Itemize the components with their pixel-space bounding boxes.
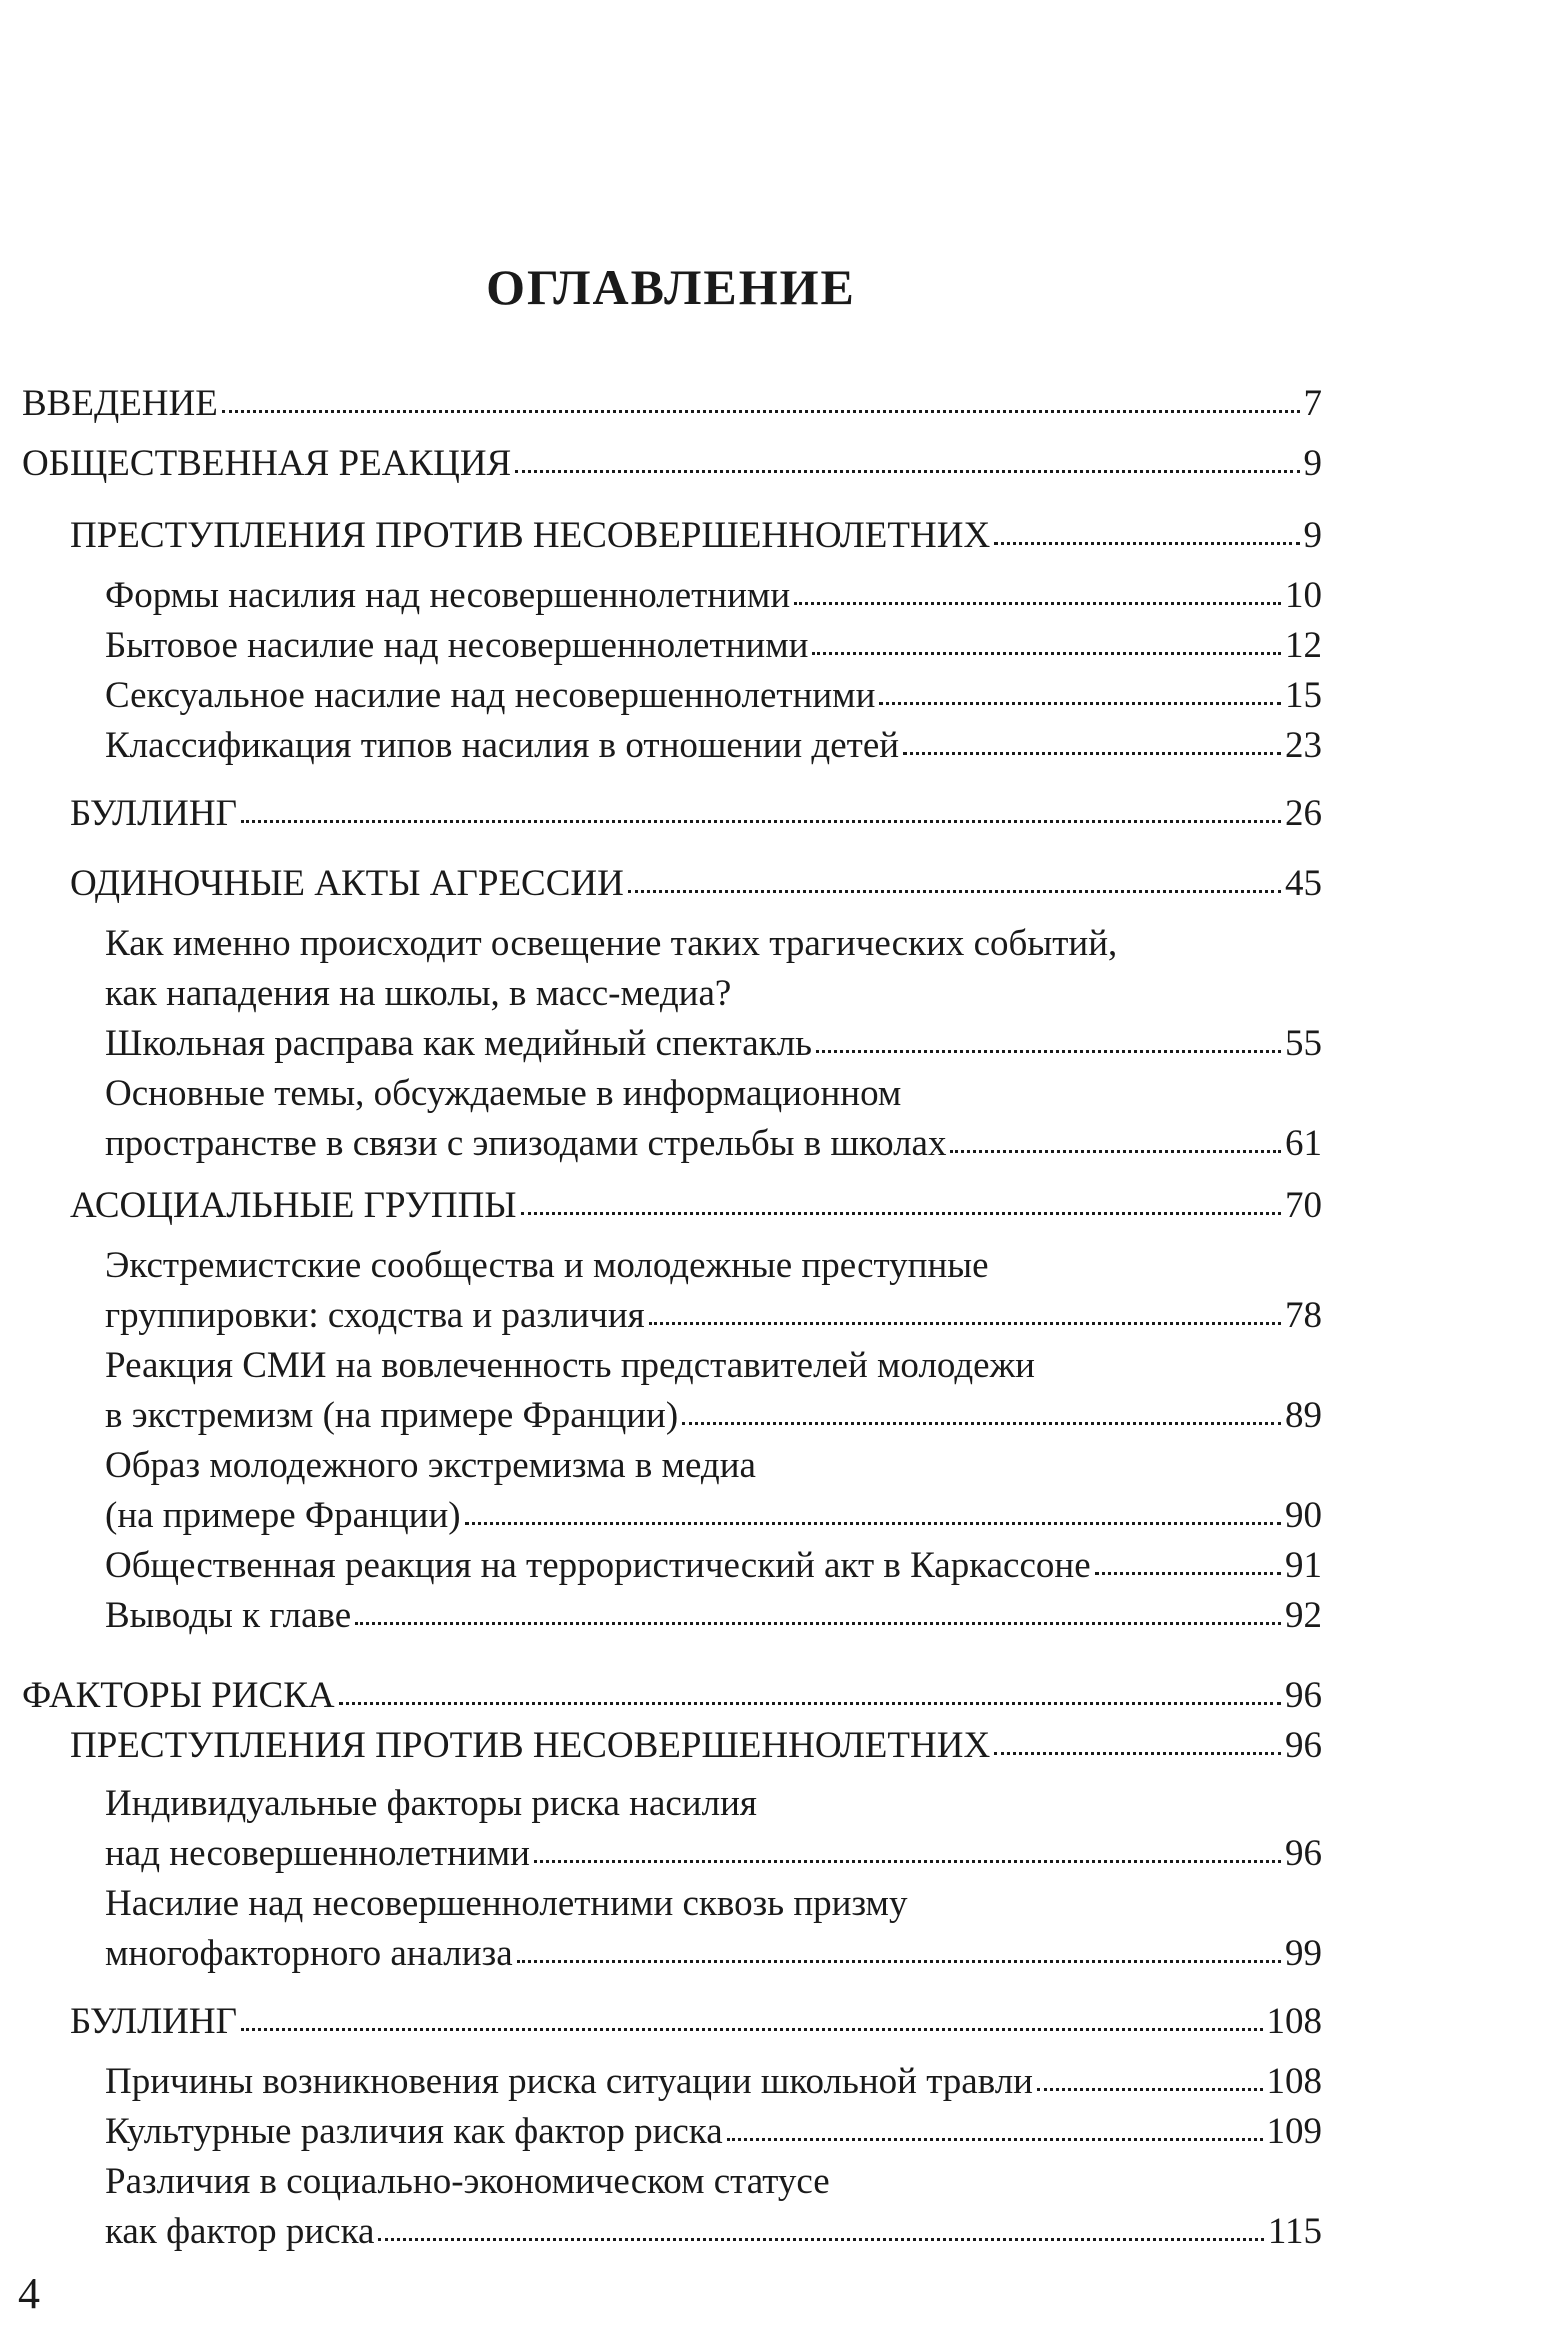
toc-entry-page: 9 <box>1303 515 1322 556</box>
toc-entry-label: Классификация типов насилия в отношении детей <box>105 725 900 766</box>
leader-dots <box>994 541 1299 545</box>
toc-entry[interactable] <box>70 1182 1322 1230</box>
toc-entry[interactable] <box>22 440 1322 488</box>
toc-entry-label: БУЛЛИНГ <box>70 793 237 834</box>
toc-entry-label: Школьная расправа как медийный спектакль <box>105 1023 813 1064</box>
toc-entry-label-line[interactable]: Образ молодежного экстремизма в медиа <box>105 1445 756 1486</box>
toc-entry[interactable] <box>105 1292 1322 1340</box>
toc-entry-page: 26 <box>1285 793 1322 834</box>
leader-dots <box>534 1859 1281 1863</box>
toc-entry[interactable] <box>105 2108 1322 2156</box>
toc-entry-label: АСОЦИАЛЬНЫЕ ГРУППЫ <box>70 1185 517 1226</box>
toc-entry-label: Причины возникновения риска ситуации школьной травли <box>105 2061 1033 2102</box>
page-number: 4 <box>18 2269 40 2318</box>
toc-entry-page: 108 <box>1266 2061 1322 2102</box>
toc-entry-label-line[interactable]: Основные темы, обсуждаемые в информационном <box>105 1073 902 1114</box>
toc-entry-label-line[interactable]: Как именно происходит освещение таких трагических событий, <box>105 923 1118 964</box>
leader-dots <box>682 1421 1281 1425</box>
toc-entry-page: 10 <box>1285 575 1322 616</box>
toc-entry-label-line[interactable]: Различия в социально-экономическом статусе <box>105 2161 830 2202</box>
leader-dots <box>355 1621 1281 1625</box>
leader-dots <box>794 601 1281 605</box>
toc-entry[interactable] <box>70 860 1322 908</box>
toc-entry-label: над несовершеннолетними <box>105 1833 530 1874</box>
leader-dots <box>241 819 1281 823</box>
toc-entry-label: как фактор риска <box>105 2211 375 2252</box>
leader-dots <box>903 751 1281 755</box>
leader-dots <box>879 701 1281 705</box>
toc-entry-label: Формы насилия над несовершеннолетними <box>105 575 791 616</box>
toc-entry[interactable] <box>105 1542 1322 1590</box>
toc-entry[interactable] <box>105 622 1322 670</box>
toc-entry-page: 92 <box>1285 1595 1322 1636</box>
toc-entry-label: ФАКТОРЫ РИСКА <box>22 1675 335 1716</box>
page-title: ОГЛАВЛЕНИЕ <box>486 259 856 315</box>
leader-dots <box>517 1959 1281 1963</box>
toc-entry-page: 45 <box>1285 863 1322 904</box>
toc-entry-label: ВВЕДЕНИЕ <box>22 383 218 424</box>
toc-entry-page: 9 <box>1303 443 1322 484</box>
toc-entry-label: (на примере Франции) <box>105 1495 461 1536</box>
leader-dots <box>515 469 1299 473</box>
toc-entry-page: 55 <box>1285 1023 1322 1064</box>
toc-entry[interactable] <box>105 1120 1322 1168</box>
leader-dots <box>994 1751 1281 1755</box>
toc-entry-page: 99 <box>1285 1933 1322 1974</box>
leader-dots <box>816 1049 1281 1053</box>
toc-entry[interactable] <box>105 1830 1322 1878</box>
toc-entry-label: группировки: сходства и различия <box>105 1295 645 1336</box>
leader-dots <box>465 1521 1281 1525</box>
toc-entry-label: Общественная реакция на террористический акт в Каркассоне <box>105 1545 1091 1586</box>
toc-entry[interactable] <box>105 2058 1322 2106</box>
toc-entry-page: 96 <box>1285 1675 1322 1716</box>
leader-dots <box>950 1149 1281 1153</box>
leader-dots <box>727 2137 1263 2141</box>
toc-entry-label: ОДИНОЧНЫЕ АКТЫ АГРЕССИИ <box>70 863 624 904</box>
toc-entry[interactable] <box>105 672 1322 720</box>
toc-entry-page: 70 <box>1285 1185 1322 1226</box>
toc-entry-page: 15 <box>1285 675 1322 716</box>
leader-dots <box>812 651 1281 655</box>
toc-entry-page: 61 <box>1285 1123 1322 1164</box>
toc-entry-label-line[interactable]: Насилие над несовершеннолетними сквозь призму <box>105 1883 908 1924</box>
toc-entry-label: ПРЕСТУПЛЕНИЯ ПРОТИВ НЕСОВЕРШЕННОЛЕТНИХ <box>70 1725 991 1766</box>
toc-entry[interactable] <box>22 380 1322 428</box>
toc-entry[interactable] <box>70 790 1322 838</box>
leader-dots <box>521 1211 1281 1215</box>
toc-entry[interactable] <box>105 572 1322 620</box>
toc-entry-label: БУЛЛИНГ <box>70 2001 237 2042</box>
toc-entry[interactable] <box>105 722 1322 770</box>
leader-dots <box>1095 1571 1281 1575</box>
toc-entry-label: Выводы к главе <box>105 1595 352 1636</box>
leader-dots <box>241 2027 1263 2031</box>
toc-entry-page: 96 <box>1285 1833 1322 1874</box>
toc-entry[interactable] <box>105 1930 1322 1978</box>
toc-entry[interactable] <box>105 1392 1322 1440</box>
toc-entry-label: Сексуальное насилие над несовершеннолетними <box>105 675 876 716</box>
toc-entry[interactable] <box>105 2208 1322 2256</box>
toc-entry[interactable] <box>105 1020 1322 1068</box>
toc-entry-page: 109 <box>1266 2111 1322 2152</box>
leader-dots <box>628 889 1281 893</box>
toc-entry-label: Бытовое насилие над несовершеннолетними <box>105 625 809 666</box>
toc-entry-page: 115 <box>1267 2211 1322 2252</box>
leader-dots <box>378 2237 1263 2241</box>
leader-dots <box>1037 2087 1263 2091</box>
toc-entry-page: 89 <box>1285 1395 1322 1436</box>
toc-entry-label-line[interactable]: как нападения на школы, в масс-медиа? <box>105 973 732 1014</box>
toc-entry-label-line[interactable]: Экстремистские сообщества и молодежные преступные <box>105 1245 989 1286</box>
toc-entry-label: многофакторного анализа <box>105 1933 513 1974</box>
toc-entry-label: Культурные различия как фактор риска <box>105 2111 723 2152</box>
toc-entry-page: 90 <box>1285 1495 1322 1536</box>
toc-entry-page: 7 <box>1303 383 1322 424</box>
toc-entry-page: 108 <box>1266 2001 1322 2042</box>
toc-entry[interactable] <box>70 512 1322 560</box>
toc-entry-label-line[interactable]: Индивидуальные факторы риска насилия <box>105 1783 757 1824</box>
toc-entry-label: ПРЕСТУПЛЕНИЯ ПРОТИВ НЕСОВЕРШЕННОЛЕТНИХ <box>70 515 991 556</box>
leader-dots <box>649 1321 1281 1325</box>
leader-dots <box>339 1701 1281 1705</box>
toc-entry[interactable] <box>70 1722 1322 1770</box>
toc-entry-label-line[interactable]: Реакция СМИ на вовлеченность представителей молодежи <box>105 1345 1035 1386</box>
toc-entry-page: 96 <box>1285 1725 1322 1766</box>
toc-entry-page: 23 <box>1285 725 1322 766</box>
toc-entry[interactable] <box>105 1592 1322 1640</box>
toc-entry-label: в экстремизм (на примере Франции) <box>105 1395 679 1436</box>
toc-entry[interactable] <box>70 1998 1322 2046</box>
toc-entry-page: 91 <box>1285 1545 1322 1586</box>
toc-entry[interactable] <box>22 1672 1322 1720</box>
toc-entry[interactable] <box>105 1492 1322 1540</box>
leader-dots <box>222 409 1300 413</box>
toc-entry-page: 78 <box>1285 1295 1322 1336</box>
toc-entry-label: пространстве в связи с эпизодами стрельбы в школах <box>105 1123 947 1164</box>
toc-entry-page: 12 <box>1285 625 1322 666</box>
toc-entry-label: ОБЩЕСТВЕННАЯ РЕАКЦИЯ <box>22 443 512 484</box>
